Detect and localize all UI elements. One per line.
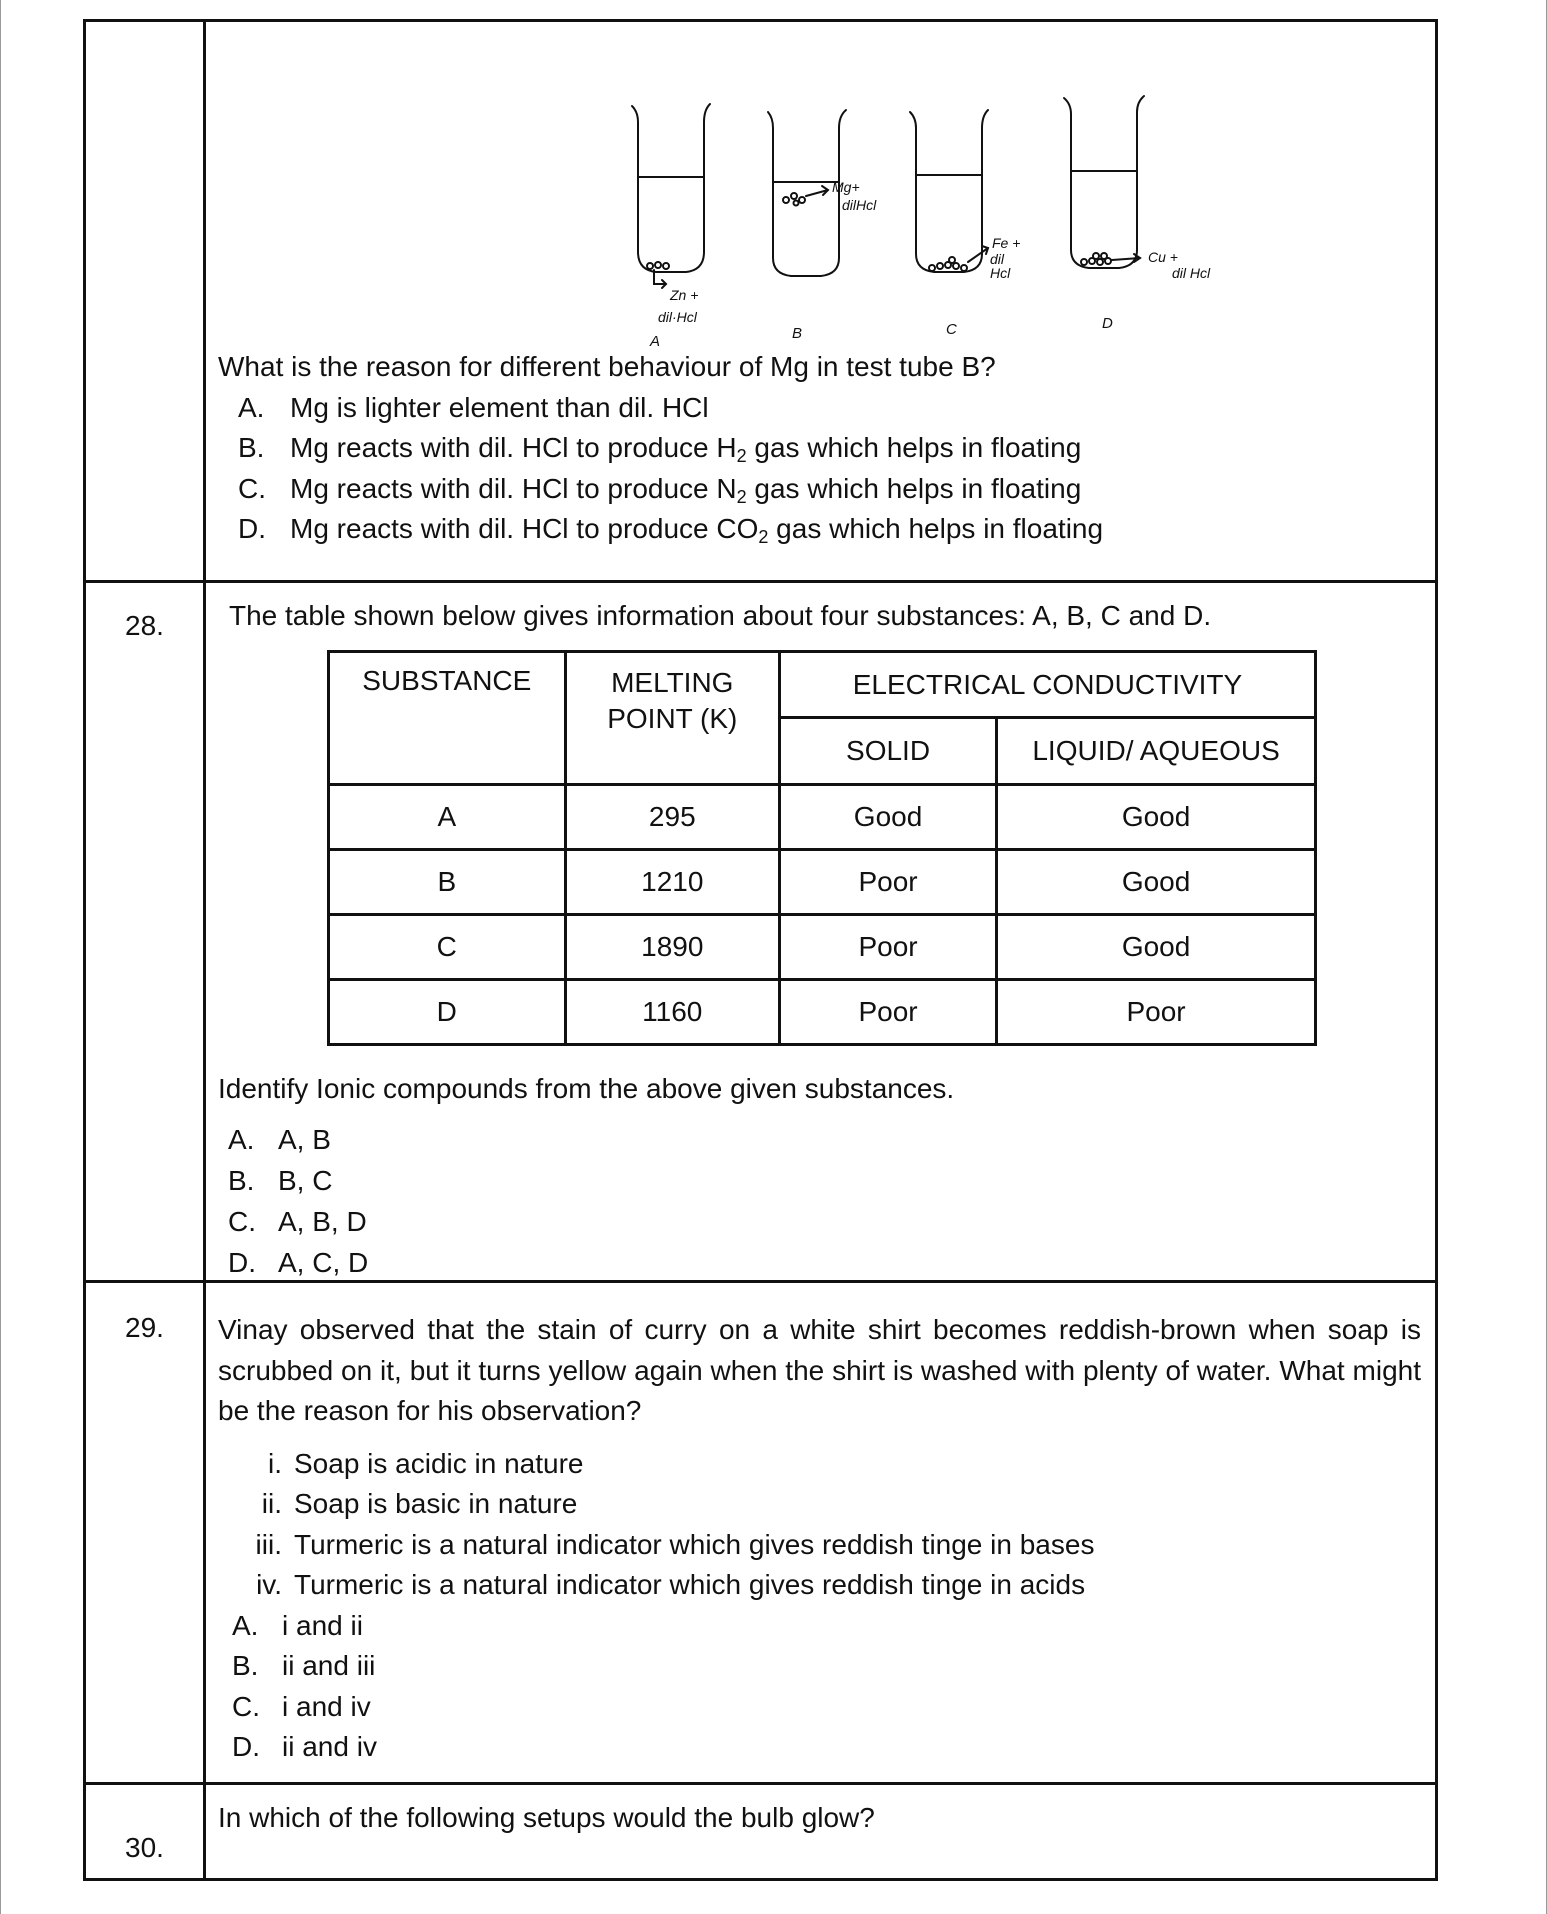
tube-b-label-line1: Mg+ [832, 179, 860, 195]
question-29-statement-iv: iv. Turmeric is a natural indicator which gives reddish tinge in acids [256, 1569, 1086, 1600]
question-28-intro: The table shown below gives information about four substances: A, B, C and D. [229, 600, 1212, 631]
tube-d-name: D [1102, 315, 1113, 332]
question-28-option-d[interactable]: D. A, C, D [228, 1247, 369, 1278]
tube-a [632, 104, 710, 272]
tube-c-label-line2: dil [990, 251, 1005, 267]
question-30-text: In which of the following setups would the bulb glow? [218, 1802, 875, 1833]
tube-b-label-line2: dilHcl [842, 197, 877, 213]
tube-c [910, 110, 988, 272]
question-27-option-b[interactable]: B. Mg reacts with dil. HCl to produce $H_2$ gas which helps in floating [238, 432, 1082, 466]
tube-a-name: A [650, 333, 661, 350]
question-28-option-b[interactable]: B. B, C [228, 1165, 333, 1196]
tube-a-label-line2: dil·Hcl [658, 309, 697, 325]
tube-d-label-line2: dil Hcl [1172, 265, 1211, 281]
question-29-body [218, 1310, 1421, 1768]
row-divider-27-28 [86, 580, 1435, 583]
header-electrical-conductivity: ELECTRICAL CONDUCTIVITY [779, 652, 1315, 718]
table-row: B 1210 Poor Good [329, 850, 1316, 915]
question-29-option-a[interactable]: A. i and ii [232, 1609, 363, 1641]
header-solid: SOLID [779, 718, 996, 785]
question-table [83, 19, 1438, 1881]
tube-c-label-line1: Fe + [992, 235, 1021, 251]
number-column-divider [203, 22, 206, 1878]
question-27-option-a[interactable]: A. Mg is lighter element than dil. HCl [238, 391, 709, 423]
tube-b-name: B [792, 325, 803, 342]
tube-d-label-line1: Cu + [1148, 249, 1178, 265]
table-row: D 1160 Poor Poor [329, 980, 1316, 1045]
question-27-body [218, 347, 1421, 550]
header-substance: SUBSTANCE [329, 652, 566, 785]
test-tubes-diagram [596, 82, 1256, 362]
tube-c-name: C [946, 321, 957, 338]
question-28-body [218, 1068, 1421, 1283]
question-29-statement-iii: iii. Turmeric is a natural indicator which gives reddish tinge in bases [255, 1528, 1095, 1560]
question-29-text: Vinay observed that the stain of curry on a white shirt becomes reddish-brown when soap is scrubbed on it, but it turns yellow again when the shirt is washed with plenty of water. What might be the reason for his observation? [218, 1314, 1421, 1426]
question-29-number: 29. [125, 1312, 164, 1343]
question-29-option-c[interactable]: C. i and iv [232, 1690, 371, 1722]
header-melting-point: MELTING POINT (K) [565, 652, 779, 785]
question-27-option-d[interactable]: D. Mg reacts with dil. HCl to produce $CO_2$ gas which helps in floating [238, 513, 1104, 547]
substances-table [327, 650, 1317, 1046]
question-29-statement-ii: ii. Soap is basic in nature [261, 1488, 578, 1519]
row-divider-29-30 [86, 1782, 1435, 1785]
page-left-edge [0, 0, 1, 1914]
question-30-number: 30. [125, 1832, 164, 1863]
question-28-text: Identify Ionic compounds from the above given substances. [218, 1073, 955, 1104]
table-row: A 295 Good Good [329, 785, 1316, 850]
table-row: C 1890 Poor Good [329, 915, 1316, 980]
question-29-statement-i: i. Soap is acidic in nature [268, 1447, 584, 1479]
question-28-option-c[interactable]: C. A, B, D [228, 1206, 367, 1237]
tube-c-label-line3: Hcl [990, 265, 1011, 281]
question-27-text: What is the reason for different behaviour of Mg in test tube B? [218, 351, 996, 382]
question-29-option-b[interactable]: B. ii and iii [232, 1650, 376, 1681]
question-28-number: 28. [125, 610, 164, 641]
question-29-option-d[interactable]: D. ii and iv [232, 1731, 377, 1762]
question-28-option-a[interactable]: A. A, B [228, 1124, 331, 1155]
tube-a-label-line1: Zn + [670, 287, 699, 303]
header-liquid-aqueous: LIQUID/ AQUEOUS [997, 718, 1316, 785]
tube-d [1064, 96, 1144, 268]
question-27-option-c[interactable]: C. Mg reacts with dil. HCl to produce $N_2$ gas which helps in floating [238, 472, 1082, 507]
